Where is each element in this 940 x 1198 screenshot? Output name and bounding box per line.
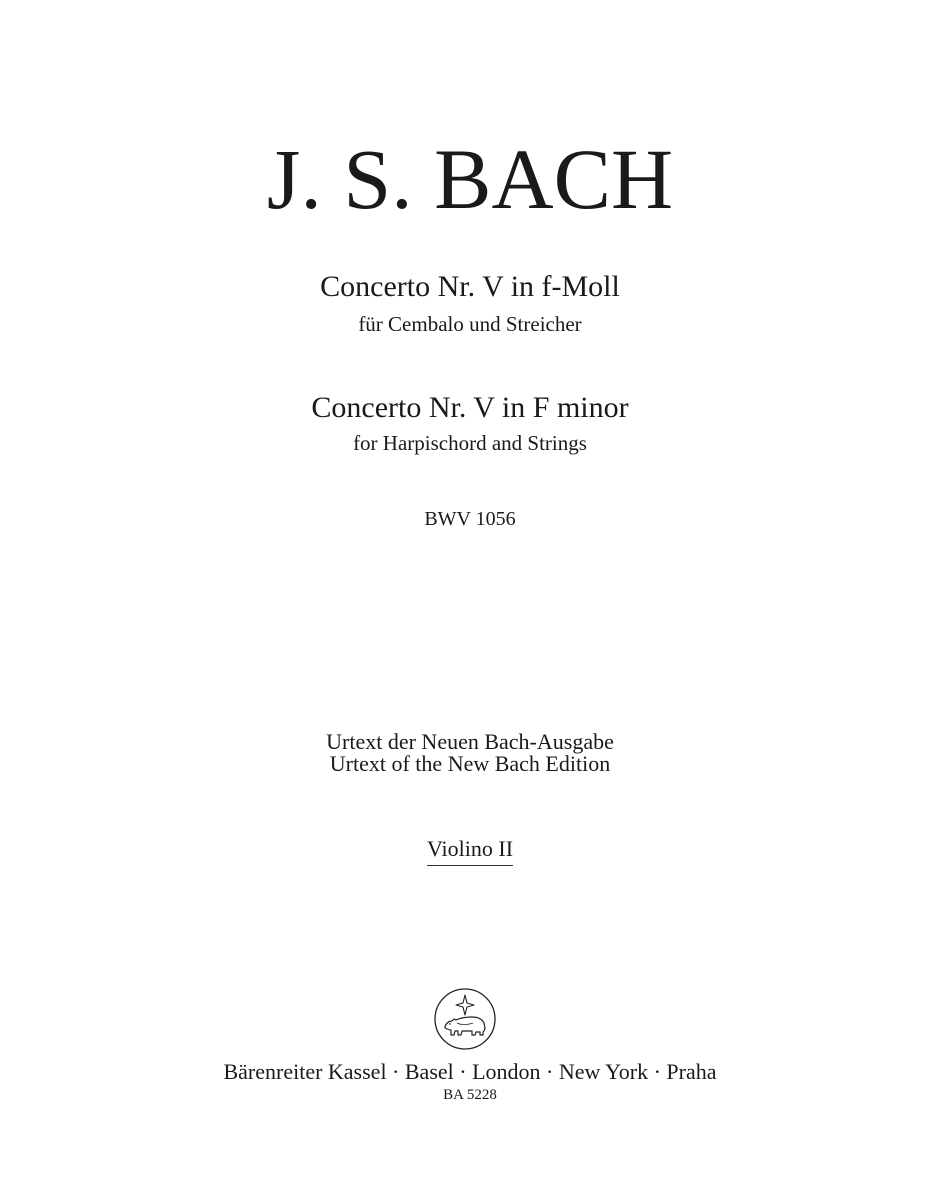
edition-number: BA 5228 <box>443 1087 497 1103</box>
part-label-wrapper <box>0 838 940 866</box>
composer-name: J. S. BACH <box>266 131 674 227</box>
instrument-part-label: Violino II <box>427 838 513 866</box>
work-title-german: Concerto Nr. V in f-Moll <box>320 270 620 303</box>
catalog-number: BWV 1056 <box>424 508 516 530</box>
work-subtitle-german: für Cembalo und Streicher <box>358 312 582 336</box>
work-subtitle-english: for Harpischord and Strings <box>353 431 587 455</box>
work-title-english: Concerto Nr. V in F minor <box>311 391 629 424</box>
urtext-note-german: Urtext der Neuen Bach-Ausgabe <box>326 729 614 754</box>
urtext-note-english: Urtext of the New Bach Edition <box>329 751 611 776</box>
publisher-logo-icon <box>433 987 497 1051</box>
publisher-locations: Bärenreiter Kassel · Basel · London · New York · Praha <box>223 1059 717 1084</box>
